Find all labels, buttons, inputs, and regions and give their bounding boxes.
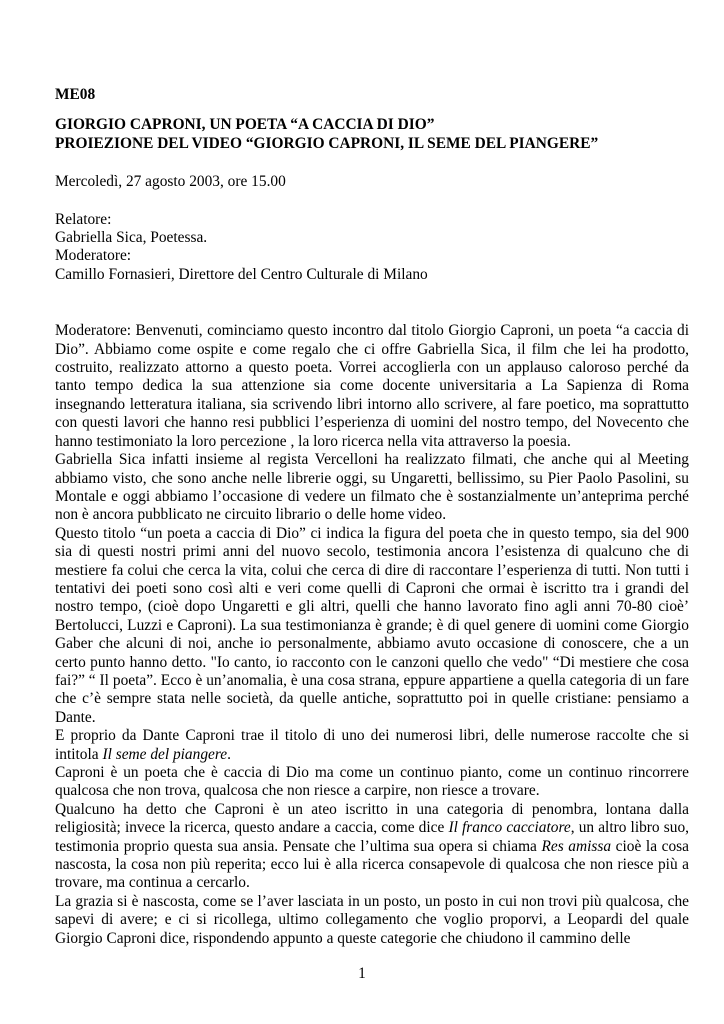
paragraph-6-text: Qualcuno ha detto che Caproni è un ateo iscritto in una categoria di penombra, lontana dalla religiosità; invece la ricerca, questo andare a caccia, come dice: [55, 800, 689, 837]
moderator-label: Moderatore:: [55, 247, 132, 265]
page-number: 1: [358, 965, 366, 982]
paragraph-6-middle: , un altro libro suo, testimonia proprio questa sua ansia. Pensate che l’ultima sua opera si chiama: [55, 819, 689, 855]
speaker-name: Gabriella Sica, Poetessa.: [55, 229, 208, 247]
paragraph-1: Moderatore: Benvenuti, cominciamo questo incontro dal titolo Giorgio Caproni, un poeta “a caccia di Dio”. Abbiamo come ospite e come regalo che ci offre Gabriella Sica, il film che lei ha prodotto, costruito, realizzato attorno a questo poeta. Vorrei accoglierla con un applauso caloroso perché da tanto tempo dedica la sua attenzione sia come docente universitaria a La Sapienza di Roma insegnando letteratura italiana, sia scrivendo libri intorno allo scrivere, al fare poetico, ma soprattutto con questi lavori che hanno resi pubblici l’esperienza di uomini del nostro tempo, del Novecento che hanno testimoniato la loro percezione , la loro ricerca nella vita attraverso la poesia.: [55, 322, 689, 450]
book-title-seme: Il seme del piangere: [102, 745, 228, 763]
paragraph-5: Caproni è un poeta che è caccia di Dio ma come un continuo pianto, come un continuo rincorrere qualcosa che non trova, qualcosa che non riesce a carpire, non riesce a trovare.: [55, 764, 689, 800]
moderator-name: Camillo Fornasieri, Direttore del Centro Culturale di Milano: [55, 265, 428, 283]
paragraph-6: [55, 801, 689, 893]
paragraph-4: [55, 727, 689, 764]
document-title: [55, 116, 689, 153]
speaker-label: Relatore:: [55, 210, 112, 228]
paragraph-4-text: E proprio da Dante Caproni trae il titolo di uno dei numerosi libri, delle numerose raccolte che si intitola: [55, 727, 689, 763]
speakers-block: [55, 211, 689, 285]
book-title-franco-cacciatore: Il franco cacciatore: [448, 819, 571, 837]
paragraph-4-end: .: [227, 745, 231, 763]
paragraph-2: Gabriella Sica infatti insieme al regista Vercelloni ha realizzato filmati, che anche qui al Meeting abbiamo visto, che sono anche nelle librerie oggi, su Ungaretti, bellissimo, su Pier Paolo Pasolini, su Montale e oggi abbiamo l’occasione di vedere un filmato che è sostanzialmente un’anteprima perché non è ancora pubblicato ne circuito librario o delle home video.: [55, 451, 689, 524]
document-code: ME08: [55, 86, 96, 103]
book-title-res-amissa: Res amissa: [541, 837, 612, 855]
paragraph-6-end: cioè la cosa nascosta, la cosa non più reperita; ecco lui è alla ricerca consapevole di qualcosa che non riesce più a trovare, ma continua a cercarlo.: [55, 837, 689, 892]
paragraph-3: Questo titolo “un poeta a caccia di Dio” ci indica la figura del poeta che in questo tempo, sia del 900 sia di questi nostri primi anni del nuovo secolo, testimonia ancora l’esistenza di qualcuno che di mestiere fa colui che cerca la vita, colui che cerca di dire di raccontare l’esperienza di tutti. Non tutti i tentativi dei poeti sono così alti e veri come quelli di Caproni che ormai è iscritto tra i grandi del nostro tempo, (cioè dopo Ungaretti e gli altri, quelli che hanno lavorato fino agli anni 70-80 cioè’ Bertolucci, Luzzi e Caproni). La sua testimonianza è grande; è di quel genere di uomini come Giorgio Gaber che alcuni di noi, anche io personalmente, abbiamo avuto occasione di conoscere, che a un certo punto hanno detto. "Io canto, io racconto con le canzoni quello che vedo" “Di mestiere che cosa fai?” “ Il poeta”. Ecco è un’anomalia, è una cosa strana, eppure appartiene a quella categoria di un fare che c’è sempre stata nelle società, da quelle antiche, soprattutto poi in quelle cristiane: pensiamo a Dante.: [55, 524, 689, 726]
document-page: [55, 86, 689, 948]
event-date: Mercoledì, 27 agosto 2003, ore 15.00: [55, 173, 286, 191]
paragraph-7: La grazia si è nascosta, come se l’aver lasciata in un posto, un posto in cui non trovi più qualcosa, che sapevi di avere; e ci si ricollega, ultimo collegamento che voglio proporvi, a Leopardi del quale Giorgio Caproni dice, rispondendo appunto a queste categorie che chiudono il cammino delle: [55, 892, 689, 947]
title-line-1: GIORGIO CAPRONI, UN POETA “A CACCIA DI DIO”: [55, 116, 435, 134]
title-line-2: PROIEZIONE DEL VIDEO “GIORGIO CAPRONI, IL SEME DEL PIANGERE”: [55, 134, 599, 152]
